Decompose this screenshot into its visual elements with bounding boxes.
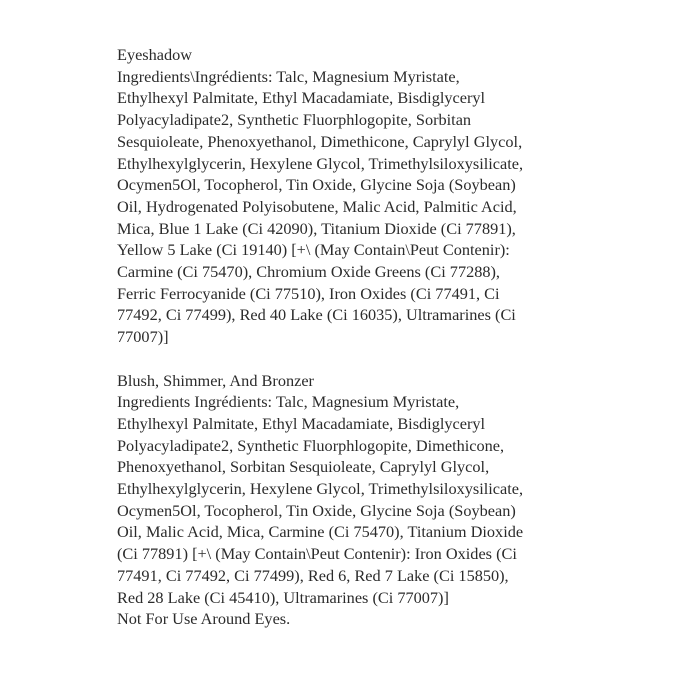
eyeshadow-title: Eyeshadow — [117, 45, 193, 64]
blush-title: Blush, Shimmer, And Bronzer — [117, 370, 314, 390]
section-spacer — [117, 348, 577, 370]
ingredients-document — [117, 44, 577, 630]
blush-ingredients: Ingredients Ingrédients: Talc, Magnesium Myristate, Ethylhexyl Palmitate, Ethyl Macadamiate, Bisdiglyceryl Polyacyladipate2, Synthetic Fluorphlogopite, Dimethicone, Phenoxyethanol, Sorbitan Sesquioleate, Caprylyl Glycol, Ethylhexylglycerin, Hexylene Glycol, Trimethylsiloxysilicate, Ocymen5Ol, Tocopherol, Tin Oxide, Glycine Soja (Soybean) Oil, Malic Acid, Mica, Carmine (Ci 75470), Titanium Dioxide (Ci 77891) [+\ (May Contain\Peut Contenir): Iron Oxides (Ci 77491, Ci 77492, Ci 77499), Red 6, Red 7 Lake (Ci 15850), Red 28 Lake (Ci 45410), Ultramarines (Ci 77007)] — [117, 392, 524, 607]
eyeshadow-ingredients: Ingredients\Ingrédients: Talc, Magnesium Myristate, Ethylhexyl Palmitate, Ethyl Macadamiate, Bisdiglyceryl Polyacyladipate2, Synthetic Fluorphlogopite, Sorbitan Sesquioleate, Phenoxyethanol, Dimethicone, Caprylyl Glycol, Ethylhexylglycerin, Hexylene Glycol, Trimethylsiloxysilicate, Ocymen5Ol, Tocopherol, Tin Oxide, Glycine Soja (Soybean) Oil, Hydrogenated Polyisobutene, Malic Acid, Palmitic Acid, Mica, Blue 1 Lake (Ci 42090), Titanium Dioxide (Ci 77891), Yellow 5 Lake (Ci 19140) [+\ (May Contain\Peut Contenir): Carmine (Ci 75470), Chromium Oxide Greens (Ci 77288), Ferric Ferrocyanide (Ci 77510), Iron Oxides (Ci 77491, Ci 77492, Ci 77499), Red 40 Lake (Ci 16035), Ultramarines (Ci 77007)] — [117, 66, 524, 347]
blush-section — [117, 370, 577, 630]
eyeshadow-section — [117, 44, 577, 348]
blush-warning: Not For Use Around Eyes. — [117, 609, 291, 629]
